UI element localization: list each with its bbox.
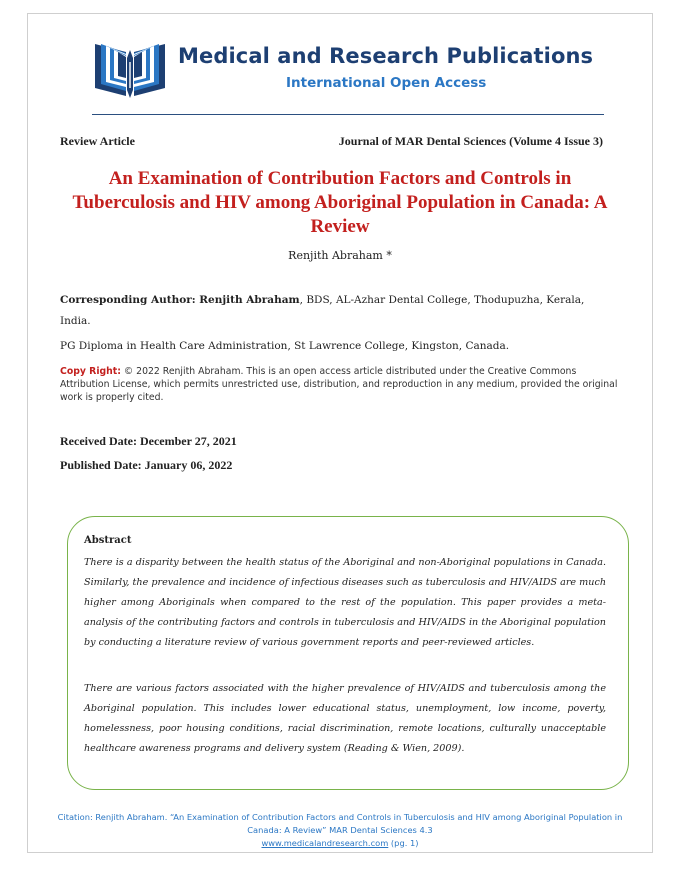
corresponding-author-details: , BDS, AL-Azhar Dental College, Thodupuzha, Kerala, India. (60, 294, 585, 327)
copyright-text: © 2022 Renjith Abraham. This is an open access article distributed under the Creative Commons Attribution License, which permits unrestricted use, distribution, and reproduction in any medium, provided the original work is properly cited. (60, 366, 618, 403)
author-list: Renjith Abraham * (288, 249, 392, 262)
article-title: An Examination of Contribution Factors and Controls in Tuberculosis and HIV among Aboriginal Population in Canada: A Review (72, 168, 608, 237)
article-type: Review Article (60, 134, 135, 148)
footer-link-line (40, 837, 640, 850)
publisher-name: Medical and Research Publications (178, 44, 594, 68)
abstract-paragraph: There are various factors associated with the higher prevalence of HIV/AIDS and tuberculosis among the Aboriginal population. This includes lower educational status, unemployment, low income, poverty, homelessness, poor housing conditions, racial discrimination, remote locations, culturally unacceptable healthcare awareness programs and delivery system (Reading & Wien, 2009). (84, 683, 606, 754)
corresponding-author-label: Corresponding Author: Renjith Abraham (60, 294, 300, 306)
author-affiliation: PG Diploma in Health Care Administration, St Lawrence College, Kingston, Canada. (60, 340, 510, 352)
website-link[interactable]: www.medicalandresearch.com (261, 838, 389, 848)
received-date: Received Date: December 27, 2021 (60, 434, 237, 448)
copyright-label: Copy Right: (60, 366, 121, 377)
published-date: Published Date: January 06, 2022 (60, 458, 233, 472)
abstract-paragraph: There is a disparity between the health status of the Aboriginal and non-Aboriginal populations in Canada. Similarly, the prevalence and incidence of infectious diseases such as tuberculosis and HIV/AIDS are much higher among Aboriginals when compared to the rest of the population. This paper provides a meta-analysis of the contributing factors and controls in tuberculosis and HIV/AIDS in the Aboriginal population by conducting a literature review of various government reports and peer-reviewed articles. (84, 557, 606, 648)
citation-footer (40, 811, 640, 850)
open-book-icon (92, 40, 168, 102)
citation-text: Citation: Renjith Abraham. “An Examination of Contribution Factors and Controls in Tuberculosis and HIV among Aboriginal Population in Canada: A Review” MAR Dental Sciences 4.3 (57, 812, 623, 835)
publisher-tagline: International Open Access (286, 75, 487, 91)
copyright-notice (60, 365, 620, 404)
page-number: (pg. 1) (388, 838, 419, 848)
abstract-heading: Abstract (84, 535, 132, 546)
header-divider (92, 114, 604, 115)
corresponding-author (60, 290, 612, 332)
journal-info: Journal of MAR Dental Sciences (Volume 4 Issue 3) (338, 134, 603, 148)
